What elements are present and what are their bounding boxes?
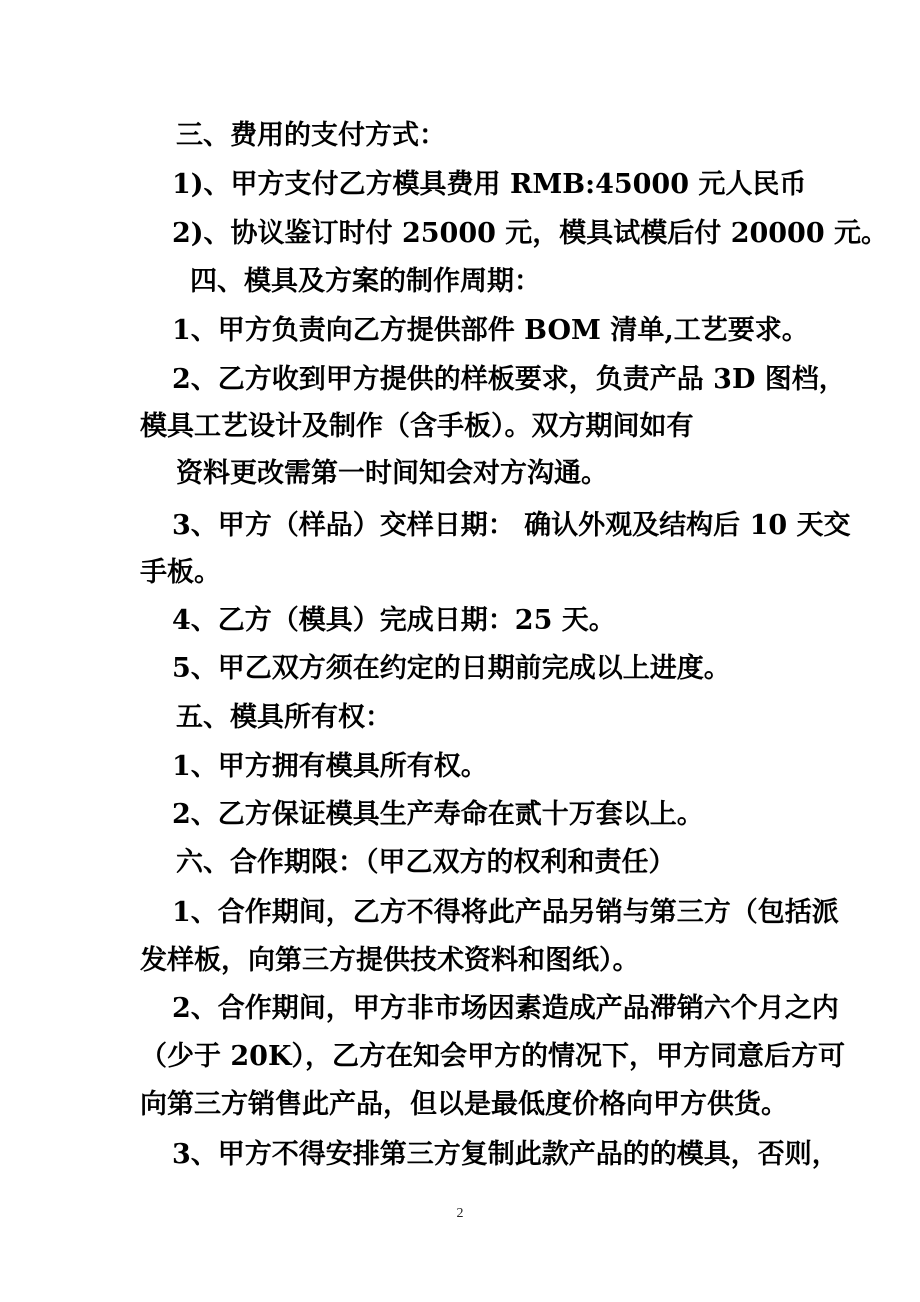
paragraph-line: 2)、协议鉴订时付 25000 元，模具试模后付 20000 元。	[172, 218, 889, 249]
section-heading-payment: 三、费用的支付方式：	[176, 120, 446, 151]
paragraph-line: 模具工艺设计及制作（含手板）。双方期间如有	[140, 411, 694, 442]
paragraph-line: 1)、甲方支付乙方模具费用 RMB:45000 元人民币	[172, 169, 807, 200]
paragraph-line: （少于 20K），乙方在知会甲方的情况下，甲方同意后方可	[140, 1041, 845, 1072]
paragraph-line: 1、甲方负责向乙方提供部件 BOM 清单,工艺要求。	[172, 315, 809, 346]
section-heading-schedule: 四、模具及方案的制作周期：	[190, 266, 541, 297]
paragraph-line: 手板。	[140, 557, 221, 588]
section-heading-term: 六、合作期限：（甲乙双方的权利和责任）	[176, 847, 676, 878]
paragraph-line: 3、甲方不得安排第三方复制此款产品的的模具，否则，	[172, 1139, 839, 1170]
paragraph-line: 向第三方销售此产品，但以是最低度价格向甲方供货。	[140, 1089, 788, 1120]
paragraph-line: 3、甲方（样品）交样日期： 确认外观及结构后 10 天交	[172, 510, 851, 541]
paragraph-line: 4、乙方（模具）完成日期：25 天。	[172, 605, 616, 636]
paragraph-line: 2、合作期间，甲方非市场因素造成产品滞销六个月之内	[172, 993, 839, 1024]
paragraph-line: 2、乙方收到甲方提供的样板要求，负责产品 3D 图档，	[172, 364, 846, 395]
paragraph-line: 5、甲乙双方须在约定的日期前完成以上进度。	[172, 653, 731, 684]
section-heading-ownership: 五、模具所有权：	[176, 702, 392, 733]
paragraph-line: 1、甲方拥有模具所有权。	[172, 751, 488, 782]
page-number: 2	[456, 1206, 464, 1221]
paragraph-line: 发样板，向第三方提供技术资料和图纸）。	[140, 945, 640, 976]
paragraph-line: 2、乙方保证模具生产寿命在贰十万套以上。	[172, 799, 704, 830]
paragraph-line: 资料更改需第一时间知会对方沟通。	[176, 458, 608, 489]
paragraph-line: 1、合作期间，乙方不得将此产品另销与第三方（包括派	[172, 897, 839, 928]
